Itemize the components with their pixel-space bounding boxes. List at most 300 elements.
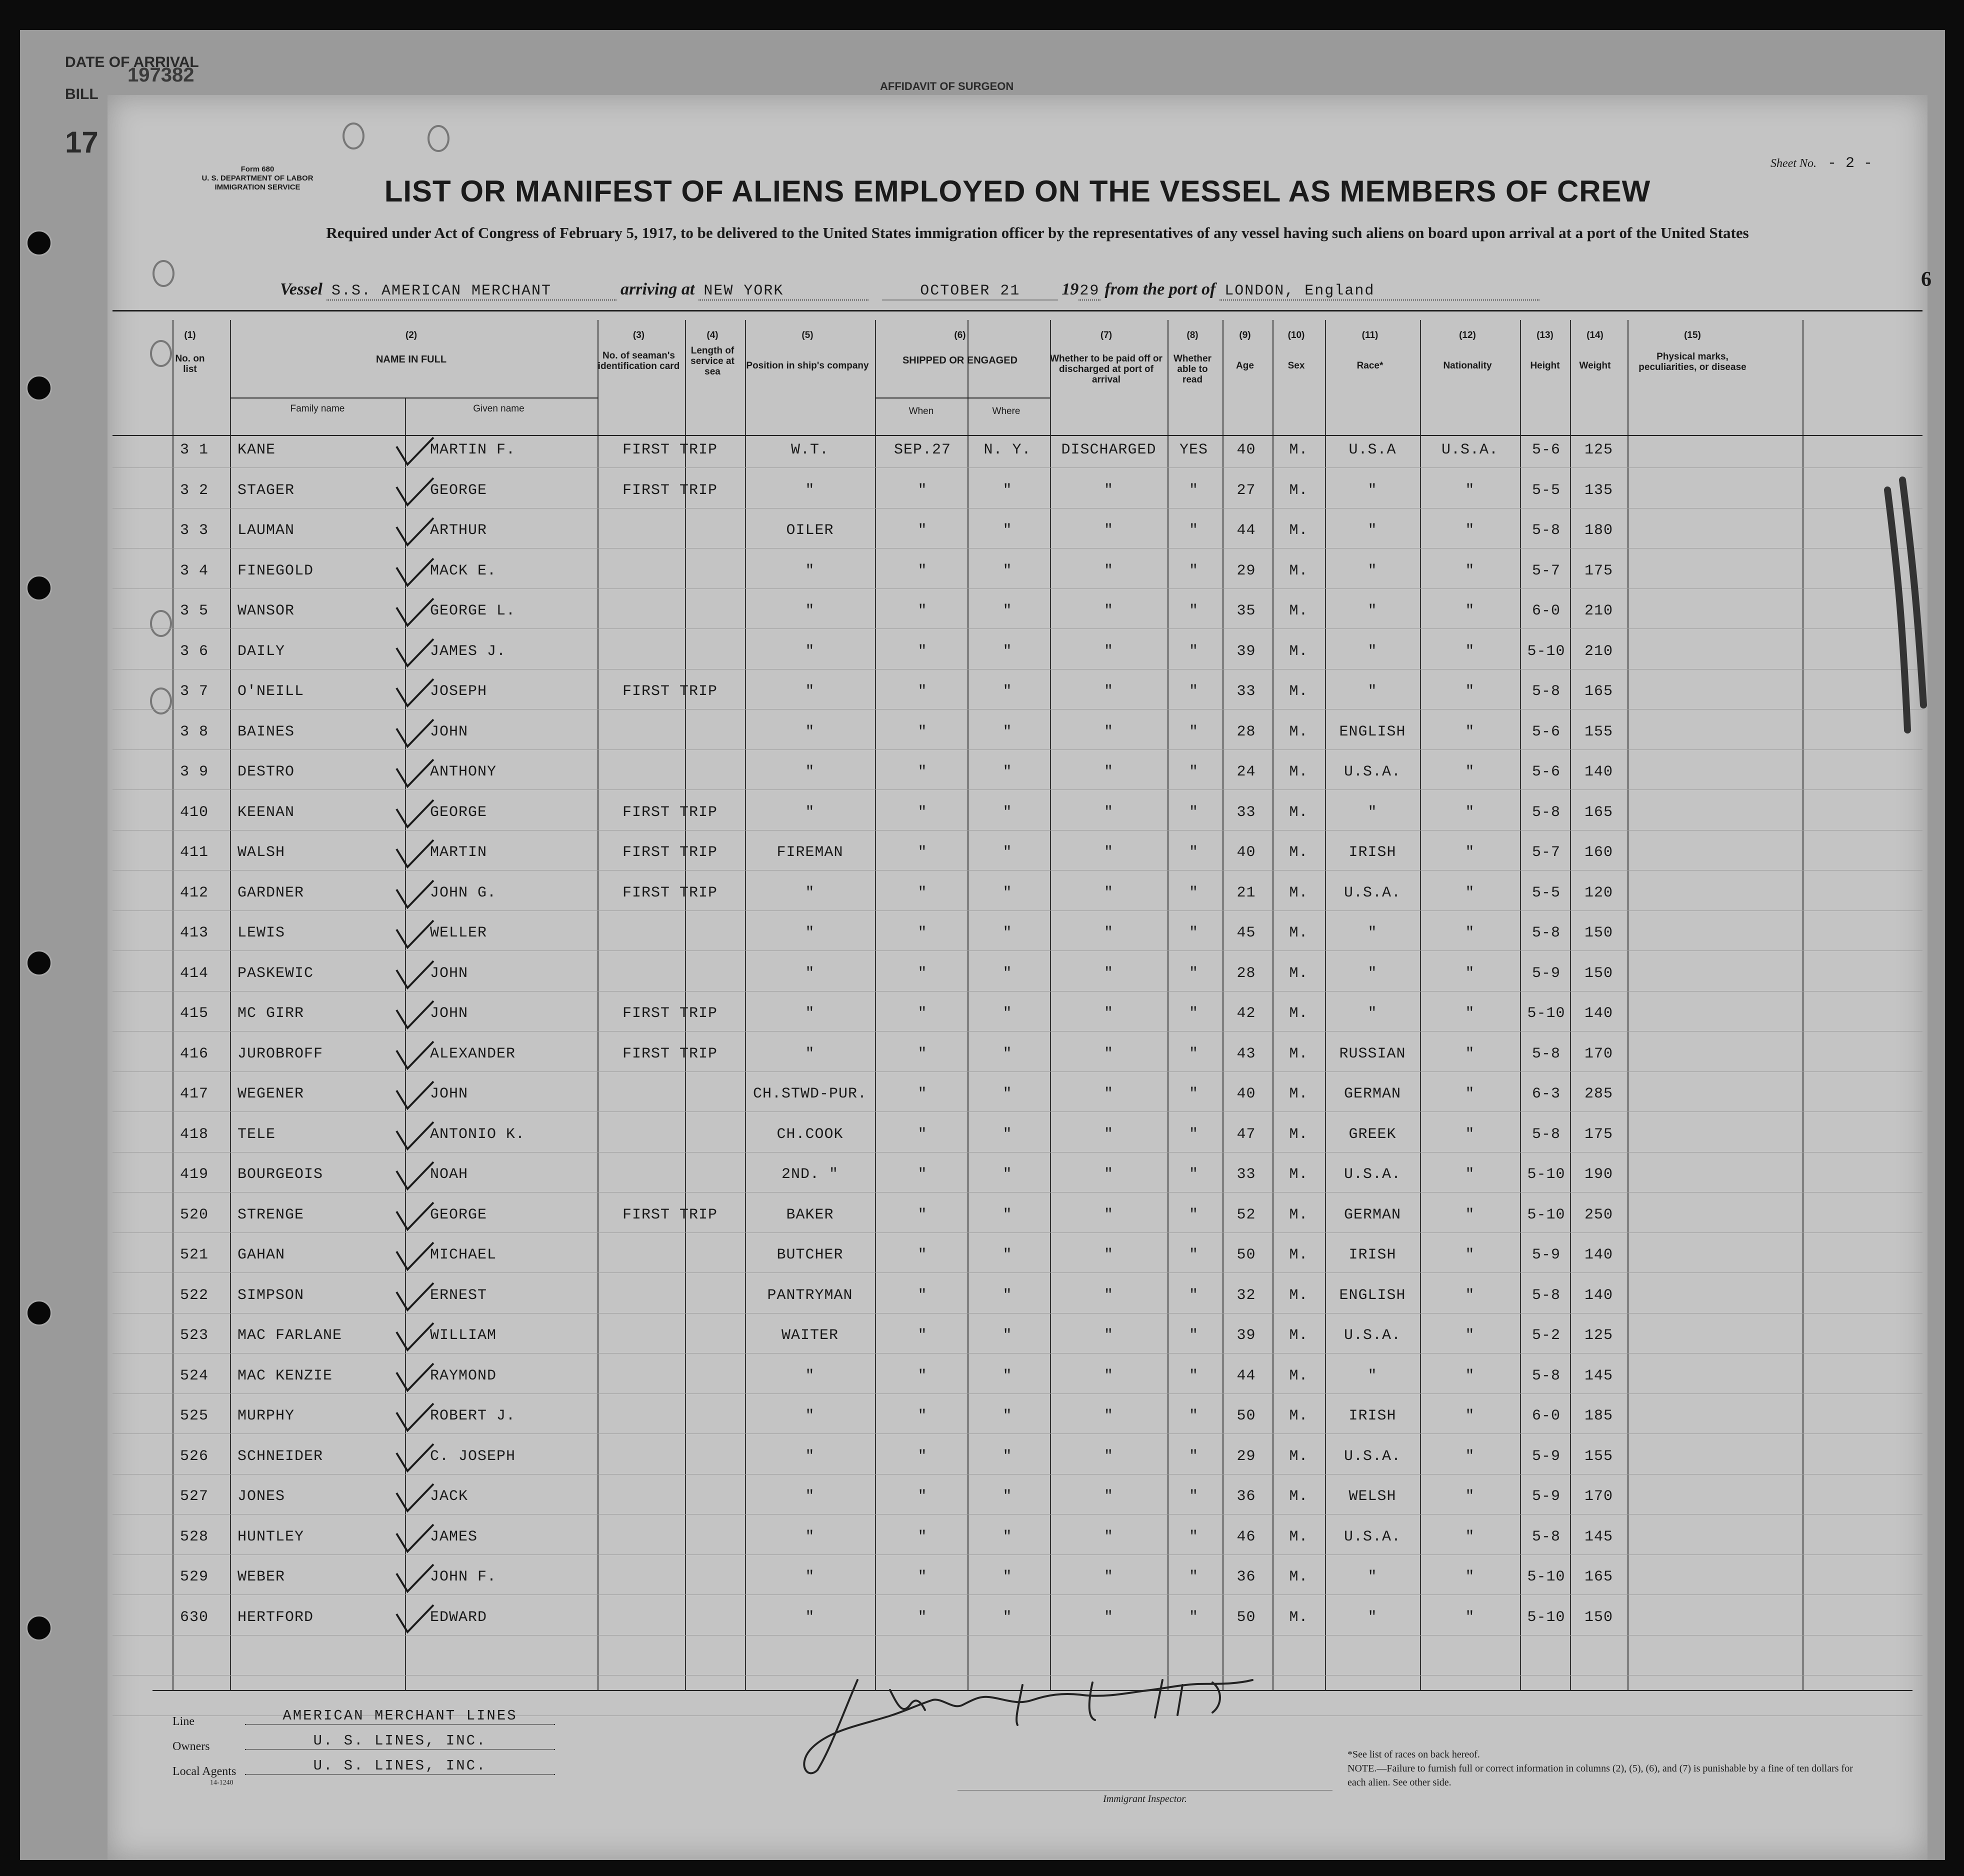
cell-card: FIRST TRIP [622, 844, 718, 861]
cell-read: " [1188, 1327, 1198, 1344]
cell-height: 5-10 [1527, 1166, 1566, 1183]
cell-height: 5-6 [1532, 723, 1560, 740]
column-rule [172, 320, 174, 1690]
col12-label: Nationality [1443, 360, 1492, 371]
cell-card: FIRST TRIP [622, 1005, 718, 1022]
cell-race: GREEK [1348, 1126, 1396, 1143]
inspector-signature [782, 1670, 1332, 1785]
cell-nationality: " [1465, 1005, 1475, 1022]
cell-read: " [1188, 1166, 1198, 1183]
cell-family: MAC FARLANE [238, 1327, 342, 1344]
cell-position: " [805, 723, 815, 740]
cell-given: ANTONIO K. [430, 1126, 526, 1143]
cell-height: 5-10 [1527, 1568, 1566, 1586]
cell-sex: M. [1289, 964, 1308, 982]
form-number: Form 680 [240, 165, 274, 174]
cell-no: 521 [180, 1246, 209, 1264]
cell-sex: M. [1289, 482, 1308, 499]
cell-height: 5-7 [1532, 844, 1560, 861]
cell-where: " [1002, 1488, 1012, 1505]
check-mark-icon [392, 1040, 438, 1074]
cell-sex: M. [1289, 522, 1308, 539]
print-code: 14-1240 [210, 1779, 234, 1786]
cell-race: " [1368, 602, 1378, 620]
cell-weight: 165 [1584, 804, 1613, 821]
cell-height: 5-10 [1527, 1206, 1566, 1224]
cell-height: 5-5 [1532, 884, 1560, 902]
cell-family: LAUMAN [238, 522, 295, 539]
cell-nationality: " [1465, 844, 1475, 861]
col11-num: (11) [1362, 330, 1378, 340]
cell-when: " [918, 844, 928, 861]
cell-position: " [805, 1367, 815, 1384]
cell-weight: 125 [1584, 442, 1613, 458]
cell-where: " [1002, 1568, 1012, 1586]
col9-label: Age [1236, 360, 1254, 371]
cell-position: " [805, 683, 815, 700]
col10-label: Sex [1288, 360, 1305, 371]
cell-family: STRENGE [238, 1206, 304, 1224]
cell-height: 5-8 [1532, 1286, 1560, 1304]
cell-age: 29 [1236, 562, 1256, 580]
cell-family: STAGER [238, 482, 295, 499]
binder-hole [26, 375, 52, 401]
cell-given: ERNEST [430, 1286, 488, 1304]
inspector-label: Immigrant Inspector. [1103, 1794, 1187, 1804]
cell-weight: 190 [1584, 1166, 1613, 1183]
cell-when: " [918, 1408, 928, 1424]
cell-position: " [805, 562, 815, 580]
cell-no: 3 4 [180, 562, 209, 580]
cell-nationality: " [1465, 804, 1475, 821]
cell-given: JOHN F. [430, 1568, 497, 1586]
cell-family: HERTFORD [238, 1608, 314, 1626]
cell-nationality: " [1465, 1568, 1475, 1586]
cell-paid: " [1104, 1126, 1114, 1143]
cell-paid: " [1104, 844, 1114, 861]
line-label: Line [172, 1715, 194, 1728]
cell-given: MICHAEL [430, 1246, 497, 1264]
cell-position: " [805, 1568, 815, 1586]
cell-family: WANSOR [238, 602, 295, 620]
row-rule [112, 1594, 1922, 1595]
col3-label: No. of seaman's identification card [598, 350, 680, 372]
race-footnote: *See list of races on back hereof. [1348, 1749, 1480, 1760]
cell-given: JAMES J. [430, 642, 506, 660]
cell-paid: " [1104, 1608, 1114, 1626]
cell-family: JUROBROFF [238, 1045, 324, 1062]
cell-when: " [918, 482, 928, 499]
check-mark-icon [392, 718, 438, 752]
punch-ring [150, 610, 172, 637]
cell-where: " [1002, 1608, 1012, 1626]
check-mark-icon [392, 677, 438, 712]
check-mark-icon [392, 516, 438, 551]
cell-paid: " [1104, 1488, 1114, 1505]
cell-height: 5-9 [1532, 1488, 1560, 1505]
cell-position: " [805, 924, 815, 942]
cell-race: " [1368, 562, 1378, 580]
cell-sex: M. [1289, 1568, 1308, 1586]
cell-sex: M. [1289, 1367, 1308, 1384]
cell-race: " [1368, 1367, 1378, 1384]
cell-given: JOHN [430, 1086, 468, 1102]
cell-age: 50 [1236, 1408, 1256, 1424]
col6-where-label: Where [992, 406, 1020, 416]
cell-weight: 185 [1584, 1408, 1613, 1424]
cell-position: WAITER [781, 1327, 839, 1344]
cell-read: " [1188, 642, 1198, 660]
agents-value: U. S. LINES, INC. [245, 1758, 555, 1775]
cell-age: 50 [1236, 1246, 1256, 1264]
cell-no: 419 [180, 1166, 209, 1183]
sheet-number-value: - 2 - [1827, 155, 1872, 172]
cell-family: BAINES [238, 723, 295, 740]
check-mark-icon [392, 1482, 438, 1517]
cell-race: " [1368, 1568, 1378, 1586]
row-rule [112, 1353, 1922, 1354]
cell-nationality: " [1465, 1408, 1475, 1424]
cell-race: " [1368, 1005, 1378, 1022]
cell-no: 3 2 [180, 482, 209, 499]
cell-race: WELSH [1348, 1488, 1396, 1505]
cell-position: " [805, 804, 815, 821]
cell-age: 28 [1236, 723, 1256, 740]
cell-age: 50 [1236, 1608, 1256, 1626]
cell-age: 47 [1236, 1126, 1256, 1143]
cell-given: ALEXANDER [430, 1045, 516, 1062]
col11-label: Race* [1356, 360, 1384, 371]
check-mark-icon [392, 918, 438, 954]
cell-weight: 150 [1584, 1608, 1613, 1626]
cell-when: " [918, 764, 928, 780]
cell-card: FIRST TRIP [622, 804, 718, 821]
cell-sex: M. [1289, 1045, 1308, 1062]
cell-position: CH.COOK [776, 1126, 844, 1143]
cell-weight: 140 [1584, 1246, 1613, 1264]
cell-no: 630 [180, 1608, 209, 1626]
check-mark-icon [392, 476, 438, 511]
cell-when: " [918, 1206, 928, 1224]
cell-weight: 210 [1584, 642, 1613, 660]
cell-read: " [1188, 804, 1198, 821]
cell-read: " [1188, 1246, 1198, 1264]
cell-nationality: " [1465, 642, 1475, 660]
cell-position: " [805, 1408, 815, 1424]
cell-family: GARDNER [238, 884, 304, 902]
cell-age: 35 [1236, 602, 1256, 620]
cell-where: " [1002, 1166, 1012, 1183]
cell-nationality: " [1465, 723, 1475, 740]
check-mark-icon [392, 556, 438, 592]
check-mark-icon [392, 999, 438, 1034]
cell-no: 522 [180, 1286, 209, 1304]
cell-race: IRISH [1348, 1408, 1396, 1424]
cell-race: RUSSIAN [1339, 1045, 1406, 1062]
cell-paid: " [1104, 602, 1114, 620]
cell-family: WEBER [238, 1568, 286, 1586]
arrival-date: OCTOBER 21 [882, 282, 1058, 300]
cell-weight: 175 [1584, 562, 1613, 580]
check-mark-icon [392, 436, 438, 470]
cell-position: PANTRYMAN [767, 1286, 853, 1304]
cell-height: 5-8 [1532, 1126, 1560, 1143]
column-rule [1420, 320, 1421, 1690]
cell-family: KEENAN [238, 804, 295, 821]
row-rule [112, 1232, 1922, 1233]
column-rule [1570, 320, 1571, 1690]
col8-num: (8) [1186, 330, 1198, 340]
check-mark-icon [392, 1522, 438, 1558]
cell-nationality: " [1465, 1045, 1475, 1062]
owners-label: Owners [172, 1740, 210, 1753]
cell-no: 418 [180, 1126, 209, 1143]
check-mark-icon [392, 838, 438, 873]
cell-race: U.S.A [1348, 442, 1396, 458]
cell-position: W.T. [790, 442, 829, 458]
cell-family: TELE [238, 1126, 276, 1143]
cell-when: " [918, 1528, 928, 1546]
cell-position: " [805, 642, 815, 660]
cell-nationality: " [1465, 522, 1475, 539]
cell-age: 46 [1236, 1528, 1256, 1546]
cell-race: ENGLISH [1339, 723, 1406, 740]
row-rule [112, 709, 1922, 710]
cell-paid: " [1104, 1206, 1114, 1224]
column-rule [745, 320, 746, 1690]
cell-race: " [1368, 522, 1378, 539]
cell-read: " [1188, 924, 1198, 942]
cell-sex: M. [1289, 1126, 1308, 1143]
col2-given-label: Given name [473, 404, 524, 414]
header-rule [112, 310, 1922, 312]
cell-height: 5-9 [1532, 1246, 1560, 1264]
cell-read: " [1188, 1206, 1198, 1224]
cell-where: " [1002, 562, 1012, 580]
cell-paid: " [1104, 1005, 1114, 1022]
cell-where: " [1002, 1408, 1012, 1424]
cell-age: 44 [1236, 522, 1256, 539]
cell-no: 3 7 [180, 683, 209, 700]
cell-sex: M. [1289, 562, 1308, 580]
cell-nationality: " [1465, 482, 1475, 499]
cell-when: " [918, 1367, 928, 1384]
check-mark-icon [392, 1240, 438, 1276]
cell-position: " [805, 1488, 815, 1505]
cell-where: N. Y. [984, 442, 1032, 458]
cell-where: " [1002, 804, 1012, 821]
cell-sex: M. [1289, 1166, 1308, 1183]
cell-when: " [918, 924, 928, 942]
cell-position: " [805, 1608, 815, 1626]
cell-given: GEORGE [430, 804, 488, 821]
cell-weight: 170 [1584, 1488, 1613, 1505]
cell-height: 5-5 [1532, 482, 1560, 499]
cell-height: 5-8 [1532, 522, 1560, 539]
vessel-line [280, 280, 1540, 300]
cell-age: 27 [1236, 482, 1256, 499]
cell-weight: 140 [1584, 764, 1613, 780]
cell-weight: 210 [1584, 602, 1613, 620]
cell-where: " [1002, 1246, 1012, 1264]
cell-given: MACK E. [430, 562, 497, 580]
cell-sex: M. [1289, 1608, 1308, 1626]
cell-weight: 250 [1584, 1206, 1613, 1224]
cell-where: " [1002, 1327, 1012, 1344]
cell-paid: " [1104, 884, 1114, 902]
cell-race: U.S.A. [1344, 1528, 1402, 1546]
cell-nationality: " [1465, 1488, 1475, 1505]
cell-paid: " [1104, 562, 1114, 580]
cell-read: " [1188, 1408, 1198, 1424]
cell-height: 5-8 [1532, 1045, 1560, 1062]
cell-paid: DISCHARGED [1061, 442, 1156, 458]
check-mark-icon [392, 1321, 438, 1356]
cell-nationality: " [1465, 1367, 1475, 1384]
cell-nationality: " [1465, 1126, 1475, 1143]
col2-family-label: Family name [290, 404, 345, 414]
col6-num: (6) [954, 330, 966, 340]
cell-card: FIRST TRIP [622, 884, 718, 902]
col15-num: (15) [1684, 330, 1701, 340]
cell-where: " [1002, 1045, 1012, 1062]
cell-family: KANE [238, 442, 276, 458]
cell-where: " [1002, 482, 1012, 499]
cell-when: " [918, 642, 928, 660]
cell-no: 416 [180, 1045, 209, 1062]
cell-race: IRISH [1348, 844, 1396, 861]
cell-position: FIREMAN [776, 844, 844, 861]
cell-height: 5-9 [1532, 964, 1560, 982]
cell-position: 2ND. " [781, 1166, 839, 1183]
cell-no: 527 [180, 1488, 209, 1505]
cell-given: JOSEPH [430, 683, 488, 700]
check-mark-icon [392, 1362, 438, 1396]
cell-family: MAC KENZIE [238, 1367, 333, 1384]
cell-family: WALSH [238, 844, 286, 861]
cell-sex: M. [1289, 1005, 1308, 1022]
cell-sex: M. [1289, 1206, 1308, 1224]
cell-weight: 180 [1584, 522, 1613, 539]
cell-when: " [918, 1045, 928, 1062]
col5-label: Position in ship's company [746, 360, 869, 371]
cell-sex: M. [1289, 1246, 1308, 1264]
cell-height: 6-3 [1532, 1086, 1560, 1102]
cell-paid: " [1104, 1327, 1114, 1344]
manifest-sheet [108, 95, 1932, 1860]
cell-nationality: " [1465, 1166, 1475, 1183]
cell-race: GERMAN [1344, 1206, 1402, 1224]
column-rule [875, 320, 876, 1690]
cell-card: FIRST TRIP [622, 683, 718, 700]
cell-weight: 170 [1584, 1045, 1613, 1062]
punch-ring [150, 340, 172, 367]
cell-height: 5-8 [1532, 1367, 1560, 1384]
arrival-port: NEW YORK [698, 282, 868, 300]
punch-ring [152, 260, 174, 287]
cell-sex: M. [1289, 804, 1308, 821]
cell-no: 3 1 [180, 442, 209, 458]
cell-nationality: U.S.A. [1441, 442, 1499, 458]
cell-position: " [805, 884, 815, 902]
col14-num: (14) [1586, 330, 1604, 340]
cell-card: FIRST TRIP [622, 1206, 718, 1224]
col7-num: (7) [1100, 330, 1112, 340]
year-prefix: 19 [1062, 280, 1079, 298]
cell-no: 525 [180, 1408, 209, 1424]
col6-when-label: When [908, 406, 934, 416]
check-mark-icon [392, 596, 438, 632]
row-rule [112, 1313, 1922, 1314]
cell-age: 33 [1236, 804, 1256, 821]
cell-paid: " [1104, 522, 1114, 539]
cell-no: 414 [180, 964, 209, 982]
col14-label: Weight [1579, 360, 1611, 371]
check-mark-icon [392, 758, 438, 792]
col5-num: (5) [802, 330, 814, 340]
cell-no: 528 [180, 1528, 209, 1546]
cell-where: " [1002, 844, 1012, 861]
cell-family: PASKEWIC [238, 964, 314, 982]
cell-read: " [1188, 482, 1198, 499]
col2-label: NAME IN FULL [376, 354, 447, 365]
service-name: IMMIGRATION SERVICE [214, 183, 300, 192]
cell-when: " [918, 1126, 928, 1143]
col10-num: (10) [1288, 330, 1305, 340]
cell-when: " [918, 602, 928, 620]
cell-read: " [1188, 602, 1198, 620]
cell-paid: " [1104, 964, 1114, 982]
cell-no: 3 8 [180, 723, 209, 740]
cell-no: 412 [180, 884, 209, 902]
cell-read: " [1188, 1286, 1198, 1304]
cell-position: " [805, 1528, 815, 1546]
cell-age: 43 [1236, 1045, 1256, 1062]
check-mark-icon [392, 1200, 438, 1236]
cell-age: 36 [1236, 1568, 1256, 1586]
cell-paid: " [1104, 1367, 1114, 1384]
cell-age: 39 [1236, 1327, 1256, 1344]
cell-read: " [1188, 844, 1198, 861]
cell-family: JONES [238, 1488, 286, 1505]
punch-ring [428, 125, 450, 152]
back-date-label: DATE OF ARRIVAL [65, 54, 199, 70]
cell-height: 6-0 [1532, 602, 1560, 620]
cell-sex: M. [1289, 1528, 1308, 1546]
col4-num: (4) [706, 330, 718, 340]
check-mark-icon [392, 878, 438, 914]
cell-age: 32 [1236, 1286, 1256, 1304]
cell-race: " [1368, 924, 1378, 942]
cell-given: JACK [430, 1488, 468, 1505]
cell-paid: " [1104, 723, 1114, 740]
cell-when: " [918, 884, 928, 902]
cell-no: 415 [180, 1005, 209, 1022]
check-mark-icon [392, 1562, 438, 1598]
cell-paid: " [1104, 482, 1114, 499]
row-rule [112, 628, 1922, 629]
punch-ring [150, 688, 172, 714]
cell-no: 411 [180, 844, 209, 861]
cell-no: 524 [180, 1367, 209, 1384]
cell-no: 3 6 [180, 642, 209, 660]
cell-race: ENGLISH [1339, 1286, 1406, 1304]
back-affidavit: AFFIDAVIT OF SURGEON [880, 80, 1014, 92]
cell-given: GEORGE [430, 1206, 488, 1224]
row-rule [112, 588, 1922, 589]
cell-weight: 125 [1584, 1327, 1613, 1344]
cell-height: 5-10 [1527, 1608, 1566, 1626]
